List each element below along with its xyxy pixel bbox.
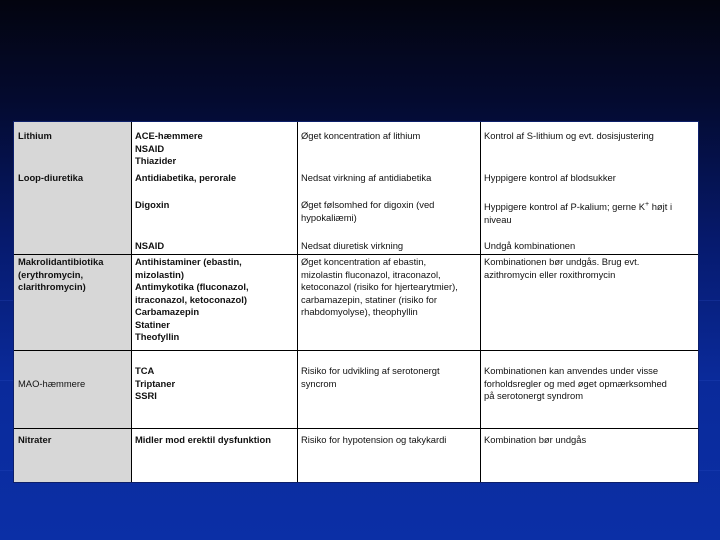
interacting-drug-cell: TCA Triptaner SSRI xyxy=(135,365,176,401)
interacting-drug-cell: Digoxin xyxy=(135,199,170,210)
recommendation-cell: Kontrol af S-lithium og evt. dosisjustering xyxy=(484,130,654,141)
superscript-plus: + xyxy=(645,201,650,208)
drug-cell: MAO-hæmmere xyxy=(18,378,86,389)
recommendation-cell: Kombination bør undgås xyxy=(484,434,587,445)
effect-cell: Øget følsomhed for digoxin (ved hypokaliæmi) xyxy=(301,199,435,223)
interaction-table xyxy=(14,122,698,482)
effect-cell: Nedsat diuretisk virkning xyxy=(301,240,404,251)
drug-cell: Lithium xyxy=(18,130,52,141)
recommendation-text: Hyppigere kontrol af P-kalium; gerne K xyxy=(484,201,646,213)
interacting-drug-cell: NSAID xyxy=(135,240,165,251)
drug-cell: Makrolidantibiotika (erythromycin, clarithromycin) xyxy=(18,256,104,292)
interacting-drug-cell: Antihistaminer (ebastin, mizolastin) Antimykotika (fluconazol, itraconazol, ketoconazol) Carbamazepin Statiner Theofyllin xyxy=(135,256,249,342)
effect-cell: Øget koncentration af ebastin, mizolastin fluconazol, itraconazol, ketoconazol (risiko for hjertearytmier), carbamazepin, statiner (risiko for rhabdomyolyse), theophyllin xyxy=(301,256,458,317)
row-divider xyxy=(14,350,698,351)
interacting-drug-cell: ACE-hæmmere NSAID Thiazider xyxy=(135,130,203,166)
drug-cell: Loop-diuretika xyxy=(18,172,84,183)
recommendation-cell xyxy=(484,199,672,226)
effect-cell: Risiko for udvikling af serotonergt syncrom xyxy=(301,365,440,389)
recommendation-cell: Hyppigere kontrol af blodsukker xyxy=(484,172,616,183)
effect-cell: Øget koncentration af lithium xyxy=(301,130,421,141)
recommendation-cell: Undgå kombinationen xyxy=(484,240,576,251)
interacting-drug-cell: Midler mod erektil dysfunktion xyxy=(135,434,271,445)
row-divider xyxy=(14,428,698,429)
recommendation-cell: Kombinationen kan anvendes under visse forholdsregler og med øget opmærksomhed på serotonergt syndrom xyxy=(484,365,667,401)
effect-cell: Risiko for hypotension og takykardi xyxy=(301,434,447,445)
recommendation-cell: Kombinationen bør undgås. Brug evt. azithromycin eller roxithromycin xyxy=(484,256,640,280)
effect-cell: Nedsat virkning af antidiabetika xyxy=(301,172,432,183)
drug-cell: Nitrater xyxy=(18,434,52,445)
interacting-drug-cell: Antidiabetika, perorale xyxy=(135,172,237,183)
row-divider xyxy=(14,254,698,255)
recommendation-text: højt i niveau xyxy=(484,201,673,225)
